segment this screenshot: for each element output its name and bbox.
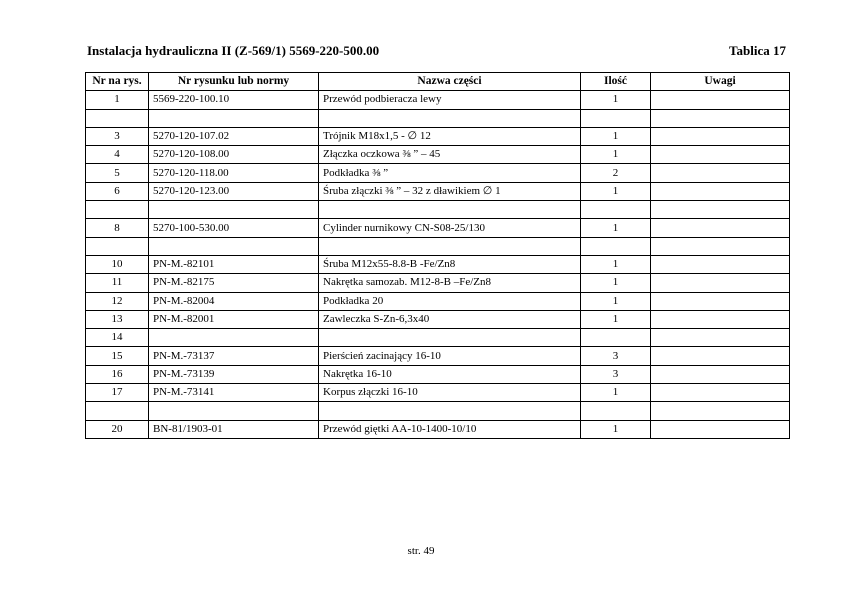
cell-notes bbox=[651, 365, 790, 383]
cell-nr: 12 bbox=[86, 292, 149, 310]
table-row bbox=[86, 127, 790, 145]
cell-quantity: 1 bbox=[581, 182, 651, 200]
cell-part-name: Zawleczka S-Zn-6,3x40 bbox=[319, 310, 581, 328]
cell-part-name bbox=[319, 329, 581, 347]
table-row bbox=[86, 274, 790, 292]
table-row bbox=[86, 109, 790, 127]
column-header-nr: Nr na rys. bbox=[86, 73, 149, 91]
cell-drawing-number: 5569-220-100.10 bbox=[149, 91, 319, 109]
cell-drawing-number bbox=[149, 237, 319, 255]
table-row bbox=[86, 420, 790, 438]
table-label: Tablica 17 bbox=[729, 43, 786, 58]
cell-nr bbox=[86, 402, 149, 420]
cell-nr: 11 bbox=[86, 274, 149, 292]
cell-nr: 10 bbox=[86, 255, 149, 273]
cell-drawing-number: 5270-120-118.00 bbox=[149, 164, 319, 182]
cell-notes bbox=[651, 420, 790, 438]
cell-notes bbox=[651, 402, 790, 420]
cell-part-name: Przewód podbieracza lewy bbox=[319, 91, 581, 109]
cell-part-name: Pierścień zacinający 16-10 bbox=[319, 347, 581, 365]
cell-part-name: Trójnik M18x1,5 - ∅ 12 bbox=[319, 127, 581, 145]
parts-table bbox=[85, 72, 790, 439]
cell-part-name bbox=[319, 109, 581, 127]
cell-quantity: 3 bbox=[581, 365, 651, 383]
cell-quantity: 1 bbox=[581, 255, 651, 273]
cell-quantity: 1 bbox=[581, 292, 651, 310]
cell-nr bbox=[86, 201, 149, 219]
cell-drawing-number: BN-81/1903-01 bbox=[149, 420, 319, 438]
cell-drawing-number: PN-M.-82175 bbox=[149, 274, 319, 292]
cell-nr: 13 bbox=[86, 310, 149, 328]
cell-quantity: 1 bbox=[581, 274, 651, 292]
table-row bbox=[86, 329, 790, 347]
cell-part-name bbox=[319, 402, 581, 420]
cell-drawing-number bbox=[149, 402, 319, 420]
cell-notes bbox=[651, 91, 790, 109]
cell-drawing-number bbox=[149, 329, 319, 347]
cell-quantity bbox=[581, 329, 651, 347]
cell-nr: 14 bbox=[86, 329, 149, 347]
cell-nr: 3 bbox=[86, 127, 149, 145]
cell-part-name: Przewód giętki AA-10-1400-10/10 bbox=[319, 420, 581, 438]
cell-notes bbox=[651, 255, 790, 273]
table-row bbox=[86, 91, 790, 109]
cell-drawing-number: PN-M.-73141 bbox=[149, 384, 319, 402]
cell-quantity: 1 bbox=[581, 420, 651, 438]
column-header-part-name: Nazwa części bbox=[319, 73, 581, 91]
cell-part-name: Nakrętka 16-10 bbox=[319, 365, 581, 383]
cell-nr: 1 bbox=[86, 91, 149, 109]
table-row bbox=[86, 237, 790, 255]
cell-drawing-number: 5270-100-530.00 bbox=[149, 219, 319, 237]
cell-part-name: Śruba złączki ⅜ ” – 32 z dławikiem ∅ 1 bbox=[319, 182, 581, 200]
cell-part-name: Korpus złączki 16-10 bbox=[319, 384, 581, 402]
cell-quantity: 3 bbox=[581, 347, 651, 365]
cell-notes bbox=[651, 347, 790, 365]
cell-part-name bbox=[319, 201, 581, 219]
cell-quantity bbox=[581, 109, 651, 127]
cell-quantity bbox=[581, 237, 651, 255]
cell-nr: 6 bbox=[86, 182, 149, 200]
cell-notes bbox=[651, 164, 790, 182]
cell-nr: 15 bbox=[86, 347, 149, 365]
cell-drawing-number: PN-M.-82001 bbox=[149, 310, 319, 328]
table-row bbox=[86, 347, 790, 365]
cell-notes bbox=[651, 146, 790, 164]
table-row bbox=[86, 384, 790, 402]
cell-nr: 20 bbox=[86, 420, 149, 438]
cell-notes bbox=[651, 329, 790, 347]
page-number: str. 49 bbox=[407, 545, 435, 557]
cell-notes bbox=[651, 219, 790, 237]
cell-drawing-number: PN-M.-82004 bbox=[149, 292, 319, 310]
cell-drawing-number bbox=[149, 109, 319, 127]
cell-notes bbox=[651, 182, 790, 200]
cell-notes bbox=[651, 127, 790, 145]
cell-quantity bbox=[581, 201, 651, 219]
table-header-row bbox=[86, 73, 790, 91]
cell-part-name: Podkładka ⅜ ” bbox=[319, 164, 581, 182]
cell-nr bbox=[86, 237, 149, 255]
cell-notes bbox=[651, 274, 790, 292]
cell-drawing-number: 5270-120-123.00 bbox=[149, 182, 319, 200]
cell-drawing-number: 5270-120-107.02 bbox=[149, 127, 319, 145]
cell-quantity: 1 bbox=[581, 384, 651, 402]
cell-notes bbox=[651, 237, 790, 255]
cell-notes bbox=[651, 292, 790, 310]
cell-nr bbox=[86, 109, 149, 127]
cell-part-name: Nakrętka samozab. M12-8-B –Fe/Zn8 bbox=[319, 274, 581, 292]
cell-quantity: 2 bbox=[581, 164, 651, 182]
table-row bbox=[86, 255, 790, 273]
cell-part-name: Cylinder nurnikowy CN-S08-25/130 bbox=[319, 219, 581, 237]
cell-part-name: Podkładka 20 bbox=[319, 292, 581, 310]
cell-nr: 5 bbox=[86, 164, 149, 182]
cell-quantity bbox=[581, 402, 651, 420]
table-row bbox=[86, 164, 790, 182]
cell-part-name bbox=[319, 237, 581, 255]
document-title: Instalacja hydrauliczna II (Z-569/1) 5569-220-500.00 bbox=[87, 43, 380, 58]
table-row bbox=[86, 310, 790, 328]
cell-notes bbox=[651, 109, 790, 127]
cell-quantity: 1 bbox=[581, 91, 651, 109]
cell-quantity: 1 bbox=[581, 310, 651, 328]
page-header bbox=[87, 43, 786, 61]
cell-nr: 4 bbox=[86, 146, 149, 164]
cell-drawing-number: PN-M.-82101 bbox=[149, 255, 319, 273]
cell-notes bbox=[651, 384, 790, 402]
parts-table-body bbox=[86, 91, 790, 439]
table-row bbox=[86, 182, 790, 200]
cell-notes bbox=[651, 310, 790, 328]
cell-nr: 17 bbox=[86, 384, 149, 402]
table-row bbox=[86, 402, 790, 420]
table-row bbox=[86, 201, 790, 219]
cell-quantity: 1 bbox=[581, 127, 651, 145]
cell-drawing-number: 5270-120-108.00 bbox=[149, 146, 319, 164]
cell-part-name: Śruba M12x55-8.8-B -Fe/Zn8 bbox=[319, 255, 581, 273]
cell-part-name: Złączka oczkowa ⅜ ” – 45 bbox=[319, 146, 581, 164]
column-header-notes: Uwagi bbox=[651, 73, 790, 91]
cell-notes bbox=[651, 201, 790, 219]
table-row bbox=[86, 365, 790, 383]
table-row bbox=[86, 292, 790, 310]
table-row bbox=[86, 146, 790, 164]
column-header-quantity: Ilość bbox=[581, 73, 651, 91]
cell-nr: 8 bbox=[86, 219, 149, 237]
table-row bbox=[86, 219, 790, 237]
cell-nr: 16 bbox=[86, 365, 149, 383]
cell-drawing-number: PN-M.-73139 bbox=[149, 365, 319, 383]
cell-quantity: 1 bbox=[581, 219, 651, 237]
cell-quantity: 1 bbox=[581, 146, 651, 164]
cell-drawing-number: PN-M.-73137 bbox=[149, 347, 319, 365]
column-header-drawing-number: Nr rysunku lub normy bbox=[149, 73, 319, 91]
cell-drawing-number bbox=[149, 201, 319, 219]
